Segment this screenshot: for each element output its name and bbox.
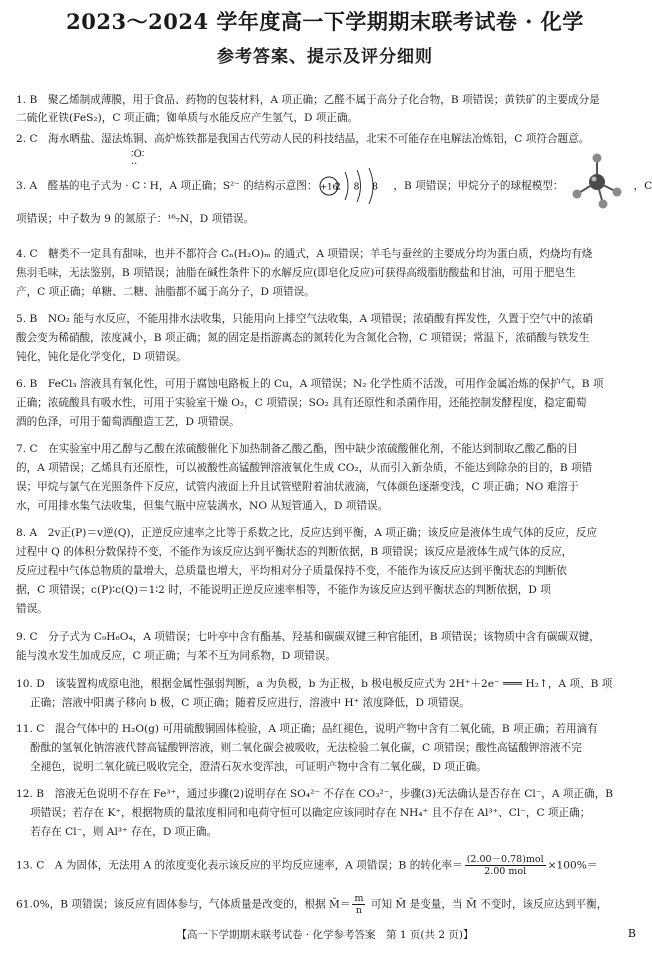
- answer-8-line-5: 错误。: [16, 603, 48, 615]
- answer-9-line-2: 能与溴水发生加成反应，C 项正确；与苯不互为同系物，D 项错误。: [16, 650, 336, 662]
- conversion-numerator: (2.00－0.78)mol: [466, 854, 544, 865]
- answer-13-text-pre: 13. C A 为固体，无法用 A 的浓度变化表示该反应的平均反应速率，A 项错误；B 的转化率＝: [16, 859, 463, 872]
- answer-10-line-2: 正确；溶液中阳离子移向 b 极，C 项正确；随着反应进行，溶液中 H⁺ 浓度降低，D 项错误。: [30, 697, 470, 709]
- sulfur-ion-diagram-svg: [317, 166, 393, 206]
- answer-9-line-1: 9. C 分子式为 C₉H₆O₄，A 项错误；七叶亭中含有酯基、羟基和碳碳双键三种官能团，B 项错误；该物质中含有碳碳双键，: [16, 631, 600, 643]
- molar-mass-numerator: m: [354, 893, 364, 904]
- answer-11-line-2: 酚酞的氢氧化钠溶液代替高锰酸钾溶液，则二氧化碳会被吸收，无法检验二氧化碳，C 项错误；酸性高锰酸钾溶液不完: [30, 742, 582, 754]
- molar-mass-fraction: [352, 893, 365, 916]
- answer-6-line-1: 6. B FeCl₃ 溶液具有氧化性，可用于腐蚀电路板上的 Cu，A 项错误；N₂ 化学性质不活泼，可用作金属冶炼的保护气，B 项: [16, 378, 604, 390]
- answer-3-text-mid: ，B 项错误；甲烷分子的球棍模型：: [393, 180, 564, 192]
- answer-7-line-1: 7. C 在实验室中用乙醇与乙酸在浓硫酸催化下加热制备乙酸乙酯，图中缺少浓硫酸催化剂，不能达到制取乙酸乙酯的目: [16, 443, 578, 455]
- answer-12-line-3: 若存在 Cl⁻，则 Al³⁺ 存在，D 项正确。: [30, 826, 218, 838]
- answer-11-line-3: 全褪色，说明二氧化硫已吸收完全，澄清石灰水变浑浊，可证明产物中含有二氧化碳，D 项正确。: [30, 761, 487, 773]
- answer-10-line-1: 10. D 该装置构成原电池，根据金属性强弱判断，a 为负极，b 为正极，b 极电极反应式为 2H⁺＋2e⁻ ═══ H₂↑，A 项、B 项: [16, 678, 613, 690]
- methane-ball-stick-model: [563, 178, 633, 194]
- sulfur-shell-electrons: 2 8 8: [335, 182, 384, 193]
- version-letter: B: [627, 927, 636, 940]
- answer-13-text-end: ×100%＝: [547, 859, 598, 872]
- answer-5-line-3: 钝化，钝化是化学变化，D 项错误。: [16, 351, 187, 363]
- answer-8-line-1: 8. A 2v正(P)＝v逆(Q)，正逆反应速率之比等于系数之比，反应达到平衡，A 项正确；该反应是液体生成气体的反应，反应: [16, 527, 598, 539]
- answer-13-line-1: [16, 854, 597, 877]
- answer-12-line-2: 项错误；若存在 K⁺，根据物质的量浓度相同和电荷守恒可以确定应该同时存在 NH₄⁺ 且不存在 Al³⁺、Cl⁻，C 项正确；: [30, 807, 591, 819]
- answer-8-line-4: 据，C 项错误；c(P)∶c(Q)＝1∶2 时，不能说明正逆反应速率相等，不能作为该反应达到平衡状态的判断依据，D 项: [16, 584, 551, 596]
- molar-mass-denominator: n: [355, 905, 363, 916]
- aldehyde-oxygen-dots: ∶O∶: [131, 149, 145, 160]
- conversion-fraction: [465, 854, 546, 877]
- answer-7-line-4: 水，可用排水集气法收集，但集气瓶中应装满水，NO 从短管通入，D 项错误。: [16, 500, 389, 512]
- answer-2-line-1: 2. C 海水晒盐、湿法炼铜、高炉炼铁都是我国古代劳动人民的科技结晶，北宋不可能存在电解法冶炼铝，C 项符合题意。: [16, 133, 590, 145]
- answer-3-text-pre: 3. A 醛基的电子式为 · C ∶ H，A 项正确；S²⁻ 的结构示意图：: [16, 180, 318, 192]
- answer-5-line-2: 酸会变为稀硝酸，浓度减小，B 项正确；氮的固定是指游离态的氮转化为含氮化合物，C 项错误；常温下，浓硝酸与铁发生: [16, 332, 590, 344]
- conversion-denominator: 2.00 mol: [484, 866, 527, 877]
- answer-4-line-3: 产，C 项正确；单糖、二糖、油脂都不属于高分子，D 项错误。: [16, 286, 315, 298]
- answer-7-line-2: 的，A 项错误；乙烯具有还原性，可以被酸性高锰酸钾溶液氧化生成 CO₂，从而引入新杂质，不能达到除杂的目的，B 项错: [16, 462, 593, 474]
- answer-12-line-1: 12. B 溶液无色说明不存在 Fe³⁺，通过步骤(2)说明存在 SO₄²⁻ 不存在 CO₃²⁻，步骤(3)无法确认是否存在 Cl⁻，A 项正确，B: [16, 788, 614, 800]
- page-title: 2023～2024 学年度高一下学期期末联考试卷 · 化学: [66, 9, 584, 34]
- methane-model-icon: [563, 152, 633, 212]
- answer-8-line-3: 反应过程中气体总物质的量增大，总质量也增大，平均相对分子质量保持不变，不能作为该反应达到平衡状态的判断依: [16, 565, 567, 577]
- answer-6-line-3: 酒的色泽，可用于葡萄酒酿造工艺，D 项错误。: [16, 416, 240, 428]
- answer-4-line-1: 4. C 糖类不一定具有甜味，也并不都符合 Cₙ(H₂O)ₘ 的通式，A 项错误；羊毛与蚕丝的主要成分均为蛋白质，灼烧均有烧: [16, 248, 593, 260]
- answer-13-line-2-end: 可知 M̄ 是变量，当 M̄ 不变时，该反应达到平衡，: [367, 898, 608, 911]
- answer-3-text-end: ，C: [633, 180, 652, 192]
- answer-13-line-2: [16, 893, 607, 916]
- sulfur-ion-diagram: [317, 178, 393, 194]
- answer-4-line-2: 焦羽毛味，无法鉴别，B 项错误；油脂在碱性条件下的水解反应(即皂化反应)可获得高级脂肪酸盐和甘油，可用于肥皂生: [16, 267, 576, 279]
- answer-1-line-2: 二硫化亚铁(FeS₂)，C 项正确；铷单质与水能反应产生氢气，D 项正确。: [16, 112, 359, 124]
- answer-3-line-2: 项错误；中子数为 9 的氮原子：¹⁶₇N，D 项错误。: [16, 213, 255, 225]
- answer-7-line-3: 误；甲烷与氯气在光照条件下反应，试管内液面上升且试管壁附着油状液滴，气体颜色逐渐变浅，C 项正确；NO 难溶于: [16, 481, 579, 493]
- sulfur-nucleus-label: +16: [320, 182, 339, 193]
- aldehyde-bond-dots: ··: [131, 159, 138, 170]
- answer-5-line-1: 5. B NO₂ 能与水反应，不能用排水法收集，只能用向上排空气法收集，A 项错误；浓硝酸有挥发性，久置于空气中的浓硝: [16, 313, 593, 325]
- answer-13-line-2-pre: 61.0%，B 项错误；该反应有固体参与，气体质量是改变的，根据 M̄＝: [16, 898, 351, 911]
- answer-1-line-1: 1. B 聚乙烯制成薄膜，用于食品、药物的包装材料，A 项正确；乙醛不属于高分子化合物，B 项错误；黄铁矿的主要成分是: [16, 94, 600, 106]
- answer-3-line-1: [16, 178, 652, 194]
- page-footer: 【高一下学期期末联考试卷 · 化学参考答案 第 1 页(共 2 页)】: [176, 929, 474, 941]
- answer-11-line-1: 11. C 混合气体中的 H₂O(g) 可用硫酸铜固体检验，A 项正确；品红褪色，说明产物中含有二氧化硫，B 项正确；若用滴有: [16, 723, 598, 735]
- page-subtitle: 参考答案、提示及评分细则: [217, 47, 433, 67]
- answer-6-line-2: 正确；浓硫酸具有吸水性，可用于实验室干燥 O₂，C 项错误；SO₂ 具有还原性和杀菌作用，还能控制发酵程度，稳定葡萄: [16, 397, 587, 409]
- answer-8-line-2: 过程中 Q 的体积分数保持不变，不能作为该反应达到平衡状态的判断依据，B 项错误；该反应是液体生成气体的反应，: [16, 546, 573, 558]
